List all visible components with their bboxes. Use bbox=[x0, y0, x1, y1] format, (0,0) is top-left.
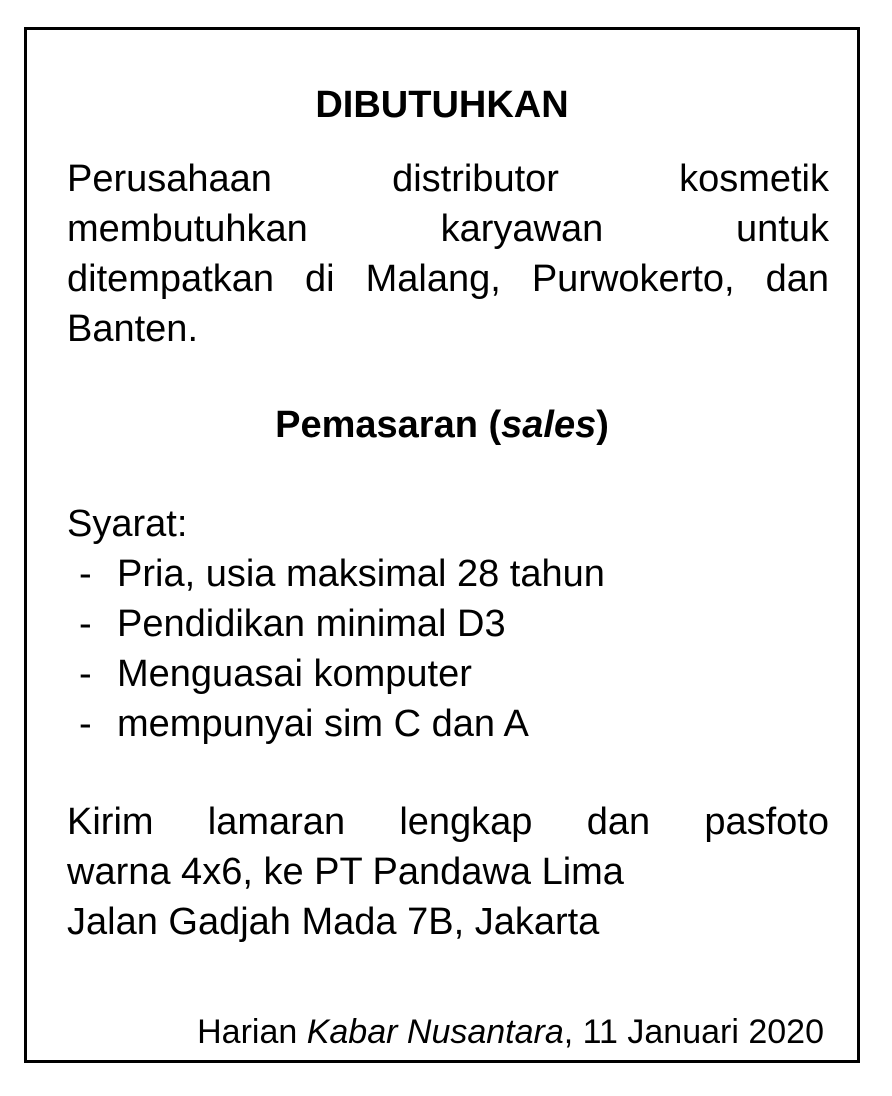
list-item bbox=[67, 549, 605, 599]
job-advertisement-box bbox=[24, 27, 860, 1063]
source-citation bbox=[197, 1009, 824, 1055]
list-item bbox=[67, 649, 605, 699]
bullet-dash: - bbox=[79, 703, 92, 745]
intro-line: Perusahaan distributor kosmetik bbox=[67, 158, 829, 200]
requirements-list bbox=[67, 549, 605, 749]
requirements-label: Syarat: bbox=[67, 503, 188, 545]
apply-line: Kirim lamaran lengkap dan pasfoto bbox=[67, 801, 829, 843]
intro-paragraph bbox=[67, 154, 829, 354]
source-date: , 11 Januari 2020 bbox=[563, 1013, 824, 1051]
requirement-text: Pendidikan minimal D3 bbox=[117, 603, 506, 645]
ad-title: DIBUTUHKAN bbox=[315, 84, 569, 126]
newspaper-name: Kabar Nusantara bbox=[306, 1013, 564, 1051]
bullet-dash: - bbox=[79, 553, 92, 595]
intro-line: Banten. bbox=[67, 308, 198, 350]
intro-line: ditempatkan di Malang, Purwokerto, dan bbox=[67, 258, 829, 300]
position-suffix: ) bbox=[596, 404, 609, 446]
position-emphasis: sales bbox=[501, 404, 597, 446]
bullet-dash: - bbox=[79, 603, 92, 645]
requirement-text: Pria, usia maksimal 28 tahun bbox=[117, 553, 605, 595]
list-item bbox=[67, 599, 605, 649]
application-paragraph bbox=[67, 797, 829, 947]
requirement-text: mempunyai sim C dan A bbox=[117, 703, 529, 745]
intro-line: membutuhkan karyawan untuk bbox=[67, 208, 829, 250]
requirement-text: Menguasai komputer bbox=[117, 653, 472, 695]
apply-line: warna 4x6, ke PT Pandawa Lima bbox=[67, 851, 624, 893]
apply-line: Jalan Gadjah Mada 7B, Jakarta bbox=[67, 901, 600, 943]
source-prefix: Harian bbox=[197, 1013, 307, 1051]
position-prefix: Pemasaran ( bbox=[275, 404, 502, 446]
list-item bbox=[67, 699, 605, 749]
position-heading bbox=[27, 400, 857, 450]
bullet-dash: - bbox=[79, 653, 92, 695]
